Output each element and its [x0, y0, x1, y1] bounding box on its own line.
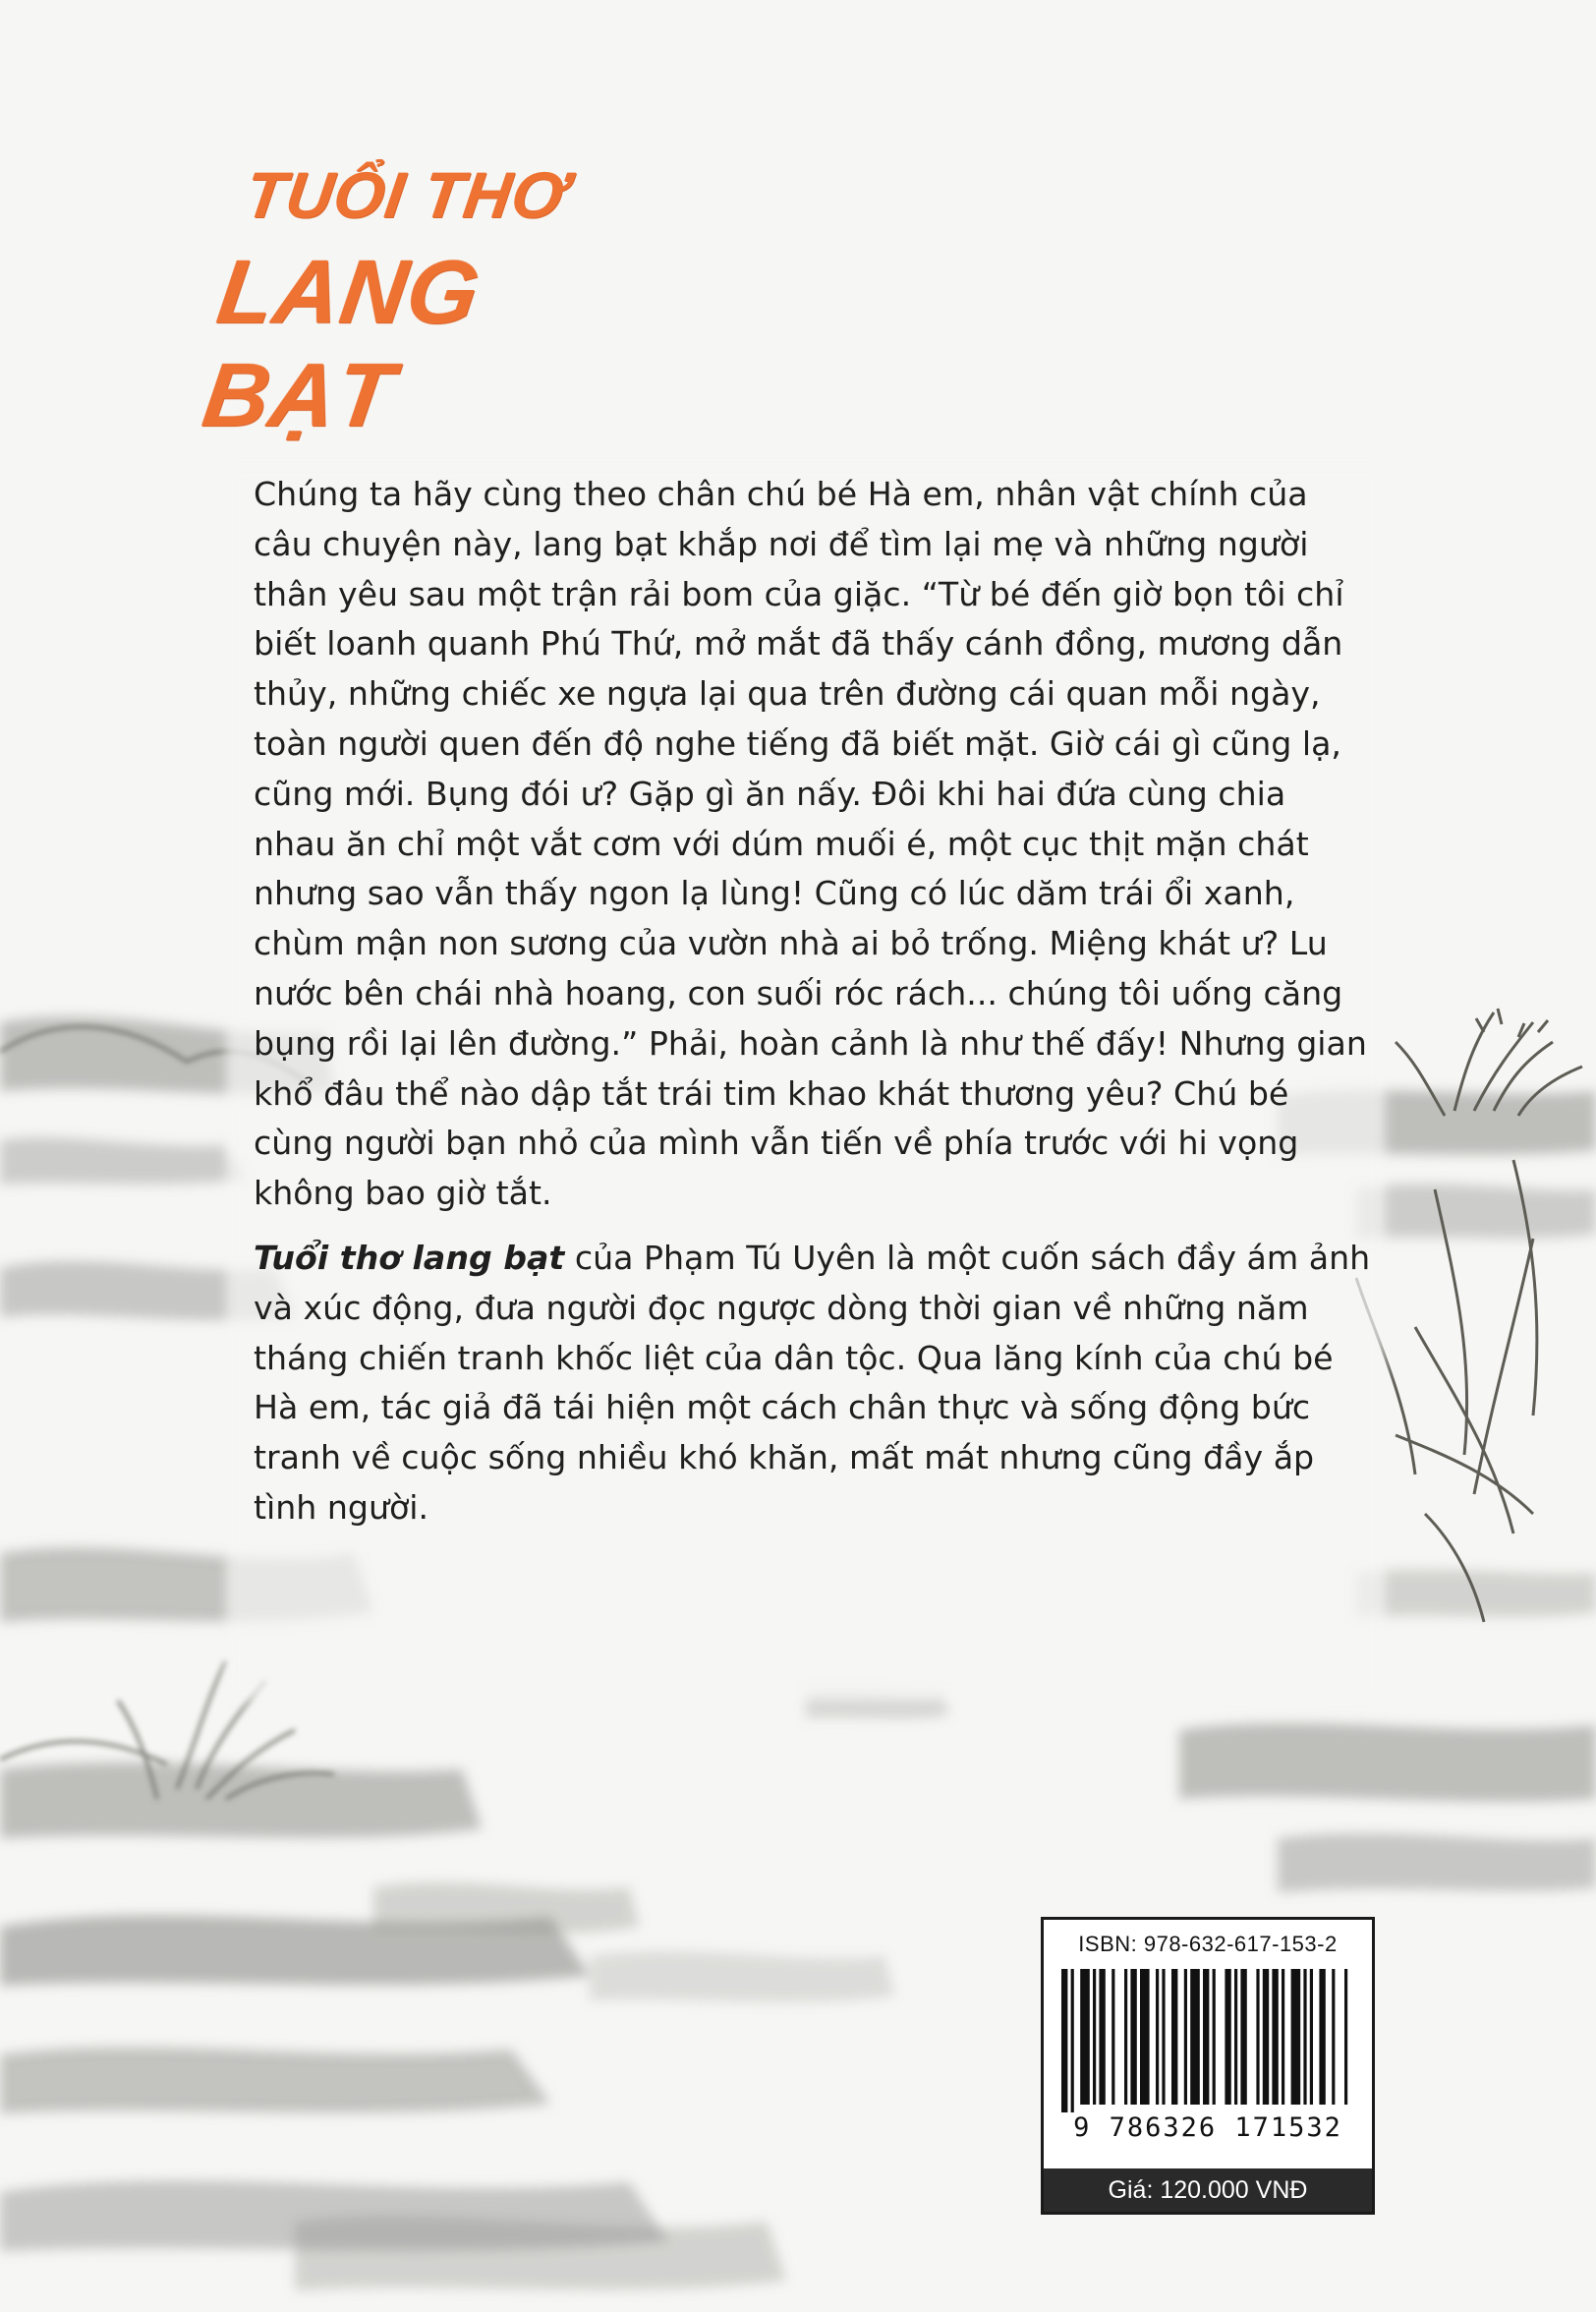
isbn-label: ISBN: 978-632-617-153-2: [1078, 1932, 1338, 1956]
barcode-bar: [1225, 1969, 1230, 2105]
barcode-bar: [1156, 1969, 1159, 2105]
blurb-paragraph-2: [254, 1234, 1372, 1533]
barcode-bar: [1344, 1969, 1347, 2105]
barcode-bar: [1071, 1969, 1074, 2112]
barcode-bar: [1093, 1969, 1096, 2105]
barcode-digits: 9 786326 171532: [1073, 2112, 1342, 2143]
barcode-panel: [1041, 1917, 1375, 2215]
barcode-bar: [1099, 1969, 1105, 2105]
barcode-bar: [1061, 1969, 1067, 2112]
barcode-bar: [1303, 1969, 1306, 2105]
barcode-bar: [1256, 1969, 1259, 2105]
barcode-bar: [1332, 1969, 1335, 2105]
barcode-bar: [1310, 1969, 1313, 2105]
barcode-bar: [1112, 1969, 1114, 2105]
barcode-bar: [1190, 1969, 1200, 2105]
barcode-bar: [1203, 1969, 1209, 2105]
barcode-bar: [1162, 1969, 1165, 2105]
barcode-bars: [1057, 1969, 1358, 2112]
barcode-bar: [1282, 1969, 1284, 2105]
barcode-bar: [1272, 1969, 1278, 2105]
barcode-bar: [1140, 1969, 1150, 2105]
price-label: Giá: 120.000 VNĐ: [1044, 2168, 1372, 2212]
barcode-bar: [1291, 1969, 1301, 2105]
cover-title-line1: TUỔI THƠ: [240, 158, 573, 231]
barcode-bar: [1130, 1969, 1136, 2105]
barcode-bar: [1171, 1969, 1177, 2105]
barcode-bar: [1080, 1969, 1090, 2105]
barcode-bar: [1319, 1969, 1325, 2105]
barcode-bar: [1124, 1969, 1127, 2105]
barcode-bar: [1234, 1969, 1237, 2105]
barcode-bar: [1263, 1969, 1269, 2105]
book-title-inline: Tuổi thơ lang bạt: [254, 1238, 565, 1277]
blurb-text: [254, 470, 1372, 1533]
blurb-paragraph-1: Chúng ta hãy cùng theo chân chú bé Hà em, nhân vật chính của câu chuyện này, lang bạt khắp nơi để tìm lại mẹ và những người thân yêu sau một trận rải bom của giặc. “Từ bé đến giờ bọn tôi chỉ biết loanh quanh Phú Thứ, mở mắt đã thấy cánh đồng, mương dẫn thủy, những chiếc xe ngựa lại qua trên đường cái quan mỗi ngày, toàn người quen đến độ nghe tiếng đã biết mặt. Giờ cái gì cũng lạ, cũng mới. Bụng đói ư? Gặp gì ăn nấy. Đôi khi hai đứa cùng chia nhau ăn chỉ một vắt cơm với dúm muối é, một cục thịt mặn chát nhưng sao vẫn thấy ngon lạ lùng! Cũng có lúc dăm trái ổi xanh, chùm mận non sương của vườn nhà ai bỏ trống. Miệng khát ư? Lu nước bên chái nhà hoang, con suối róc rách... chúng tôi uống căng bụng rồi lại lên đường.” Phải, hoàn cảnh là như thế đấy! Nhưng gian khổ đâu thể nào dập tắt trái tim khao khát thương yêu? Chú bé cùng người bạn nhỏ của mình vẫn tiến về phía trước với hi vọng không bao giờ tắt.: [254, 475, 1367, 1213]
cover-title-line2: LANG BẠT: [197, 242, 486, 445]
barcode-bar: [1213, 1969, 1216, 2105]
barcode-bar: [1240, 1969, 1246, 2105]
barcode-bar: [1184, 1969, 1187, 2105]
blurb-paragraph-2-text: của Phạm Tú Uyên là một cuốn sách đầy ám ảnh và xúc động, đưa người đọc ngược dòng thời gian về những năm tháng chiến tranh khốc liệt của dân tộc. Qua lăng kính của chú bé Hà em, tác giả đã tái hiện một cách chân thực và sống động bức tranh về cuộc sống nhiều khó khăn, mất mát nhưng cũng đầy ắp tình người.: [254, 1238, 1371, 1527]
